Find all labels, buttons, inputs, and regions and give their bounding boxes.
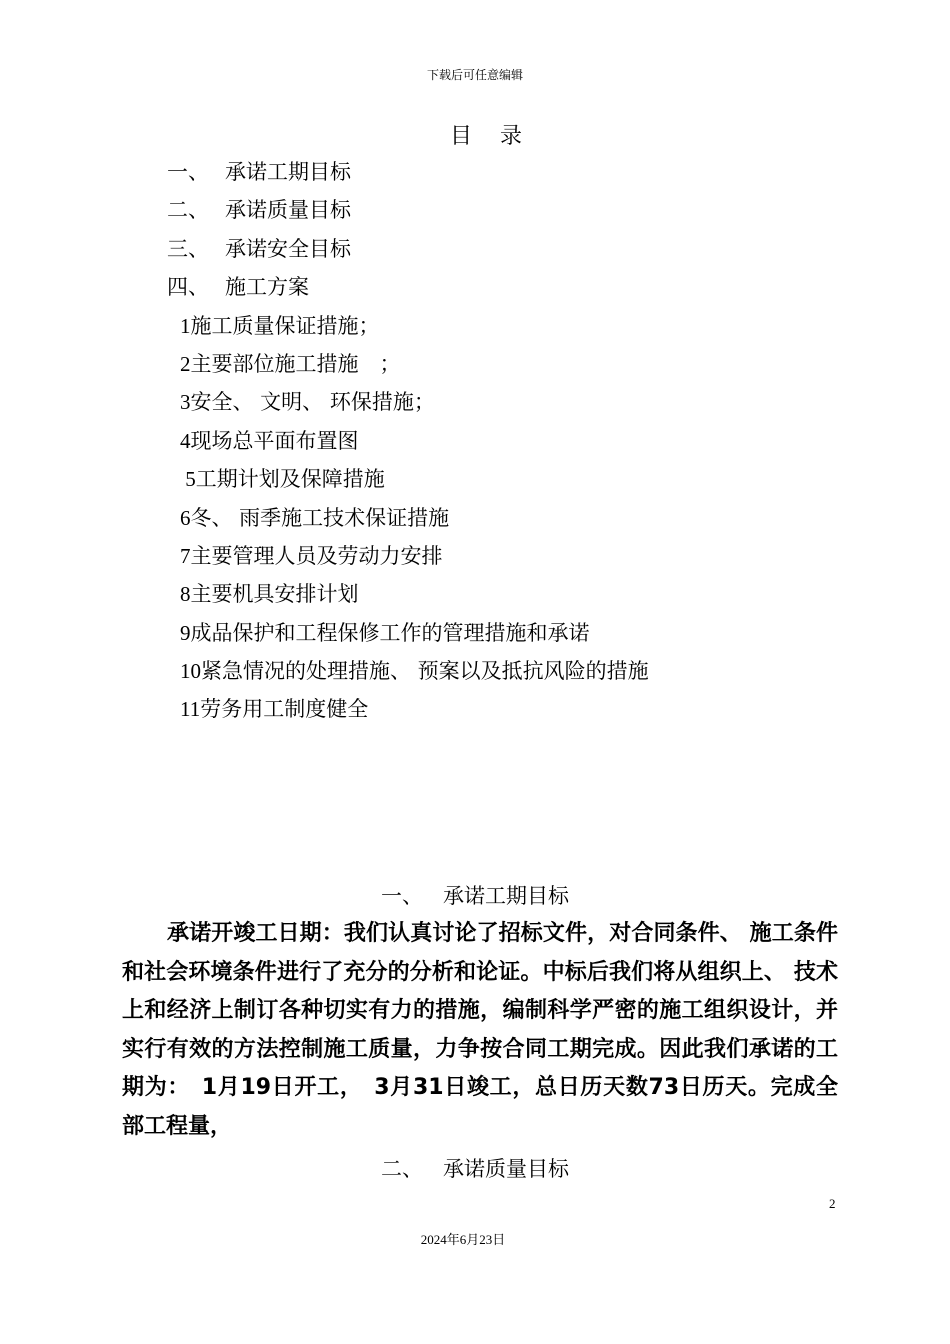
toc-item-2[interactable] xyxy=(167,191,649,229)
toc-subitem-number: 9 xyxy=(180,620,191,645)
toc-subitem-1[interactable] xyxy=(167,307,649,345)
toc-subitem-label: 劳务用工制度健全 xyxy=(200,697,369,722)
page-number: 2 xyxy=(829,1196,836,1211)
toc-subitem-5[interactable] xyxy=(167,460,649,498)
toc-subitem-number: 3 xyxy=(180,390,191,415)
toc-subitem-8[interactable] xyxy=(167,575,649,613)
toc-item-4[interactable] xyxy=(167,268,649,306)
toc-title: 目录 xyxy=(449,124,550,149)
section-title: 承诺质量目标 xyxy=(443,1157,569,1181)
toc-subitem-number: 10 xyxy=(180,659,201,684)
toc-subitem-number: 2 xyxy=(180,351,191,376)
section-heading-quality xyxy=(0,1153,950,1183)
toc-subitem-number: 6 xyxy=(180,505,191,530)
section-title: 承诺工期目标 xyxy=(443,884,569,908)
toc-subitem-10[interactable] xyxy=(167,652,649,690)
footer-date: 2024年6月23日 xyxy=(420,1232,506,1247)
toc-item-label: 承诺安全目标 xyxy=(225,236,351,261)
toc-subitem-number: 5 xyxy=(180,467,196,492)
section-number: 二、 xyxy=(381,1157,423,1181)
toc-subitem-number: 1 xyxy=(180,313,191,338)
toc-subitem-label: 现场总平面布置图 xyxy=(190,428,359,453)
toc-subitem-11[interactable] xyxy=(167,690,649,728)
toc-subitem-label: 安全、 文明、 环保措施； xyxy=(190,390,435,415)
toc-subitem-label: 主要机具安排计划 xyxy=(190,582,359,607)
section-number: 一、 xyxy=(381,884,423,908)
toc-subitem-2[interactable] xyxy=(167,345,649,383)
toc-subitem-6[interactable] xyxy=(167,499,649,537)
toc-item-label: 承诺质量目标 xyxy=(225,198,351,223)
section-heading-schedule xyxy=(0,880,950,910)
toc-item-number: 三、 xyxy=(167,236,209,261)
toc-item-number: 一、 xyxy=(167,160,209,184)
toc-subitem-label: 紧急情况的处理措施、 预案以及抵抗风险的措施 xyxy=(201,659,649,684)
toc-subitem-label: 成品保护和工程保修工作的管理措施和承诺 xyxy=(190,620,590,645)
toc-subitem-label: 主要管理人员及劳动力安排 xyxy=(190,543,443,568)
toc-subitem-number: 7 xyxy=(180,543,191,568)
toc-subitem-number: 4 xyxy=(180,428,191,453)
toc-item-label: 承诺工期目标 xyxy=(225,160,351,184)
toc-subitem-label: 施工质量保证措施； xyxy=(190,313,380,338)
toc-subitem-number: 8 xyxy=(180,582,191,607)
toc-subitem-label: 冬、 雨季施工技术保证措施 xyxy=(190,505,450,530)
toc-item-label: 施工方案 xyxy=(225,275,309,300)
toc-item-3[interactable] xyxy=(167,230,649,268)
toc-subitem-label: 主要部位施工措施 ； xyxy=(190,351,401,376)
toc-item-number: 二、 xyxy=(167,198,209,223)
header-note: 下载后可任意编辑 xyxy=(426,68,523,82)
toc-subitem-3[interactable] xyxy=(167,383,649,421)
table-of-contents xyxy=(167,153,649,729)
toc-subitem-number: 11 xyxy=(180,697,201,722)
toc-subitem-9[interactable] xyxy=(167,614,649,652)
toc-subitem-label: 工期计划及保障措施 xyxy=(195,467,385,492)
toc-item-1[interactable] xyxy=(167,153,649,191)
toc-subitem-7[interactable] xyxy=(167,537,649,575)
section-body-schedule: 承诺开竣工日期：我们认真讨论了招标文件，对合同条件、 施工条件和社会环境条件进行了充分的分析和论证。中标后我们将从组织上、 技术上和经济上制订各种切实有力的措施，编制科学严密的施工组织设计，并实行有效的方法控制施工质量，力争按合同工期完成。因此我们承诺的工期为： 1月19日开工， 3月31日竣工，总日历天数73日历天。完成全部工程量， xyxy=(122,921,838,1139)
toc-subitem-4[interactable] xyxy=(167,422,649,460)
toc-item-number: 四、 xyxy=(167,275,209,300)
